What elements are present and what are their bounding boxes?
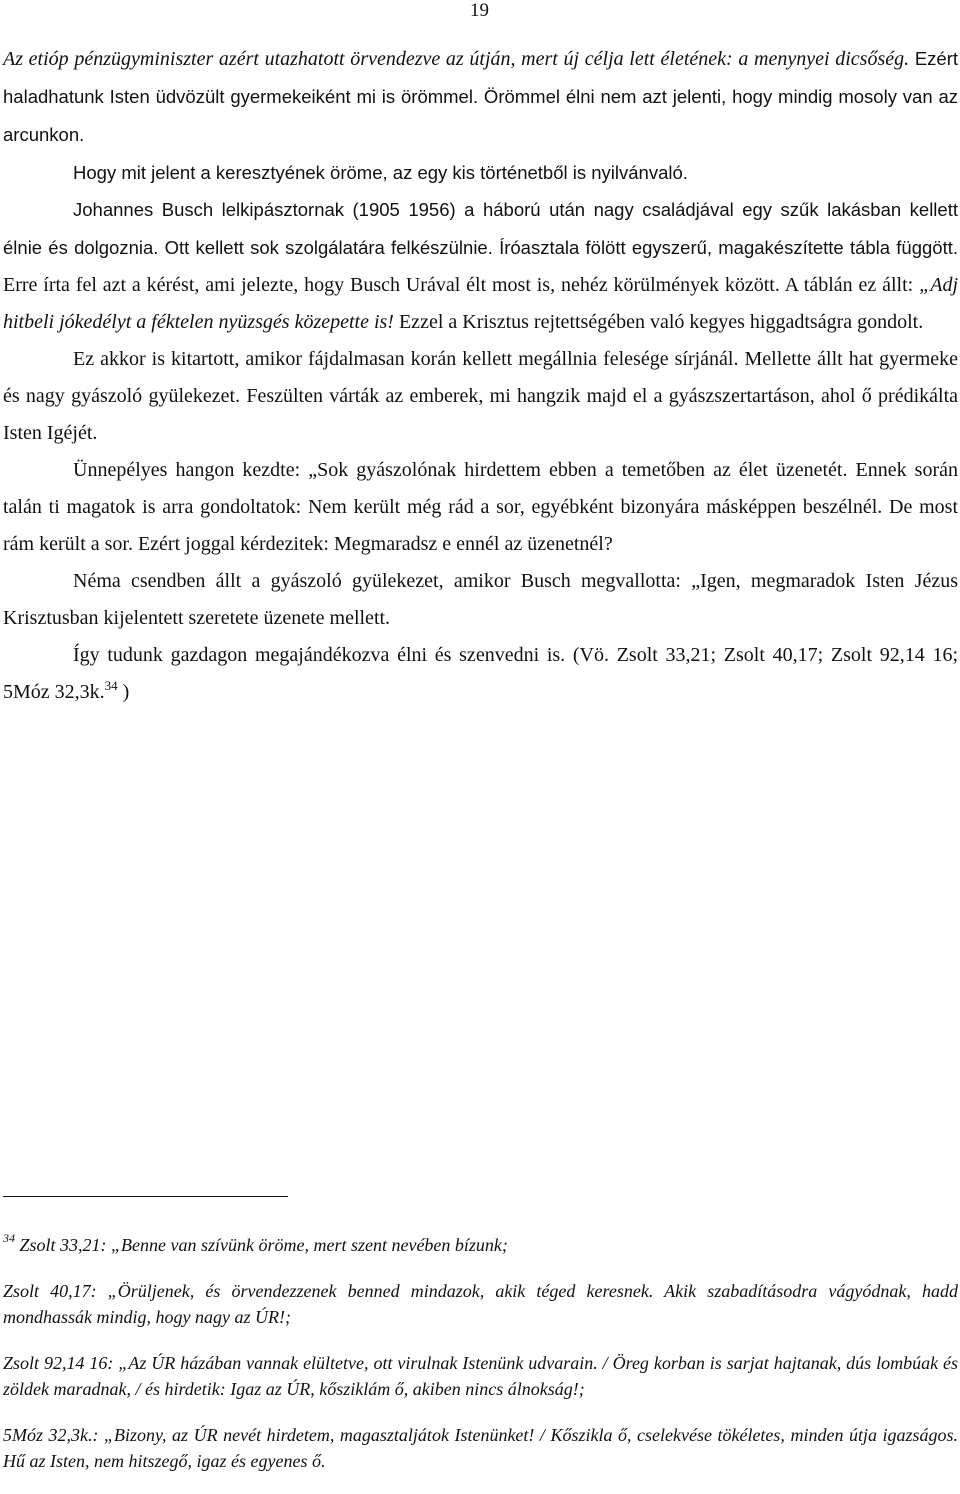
- footnote-psalm-40: Zsolt 40,17: „Örüljenek, és örvendezzenek benned mindazok, akik téged keresnek. Akik szabadításodra vágyódnak, hadd mondhassák mindig, hogy nagy az ÚR!;: [3, 1281, 958, 1327]
- paragraph-ethiopian: [3, 40, 958, 154]
- paragraph-conclusion-tail: ): [122, 681, 130, 703]
- footnote-separator: [3, 1196, 288, 1197]
- paragraph-busch-serif: Erre írta fel azt a kérést, ami jelezte, hogy Busch Urával élt most is, nehéz körülmények között. A táblán ez állt:: [3, 274, 914, 296]
- footnote-marker: 34: [3, 1231, 15, 1245]
- page-number: 19: [470, 0, 489, 21]
- footnote-reference[interactable]: 34: [104, 678, 118, 693]
- paragraph-ethiopian-italic: Az etióp pénzügyminiszter azért utazhatott örvendezve az útján, mert új célja lett életének: a menynyei dicsőség.: [3, 48, 910, 70]
- paragraph-confession: Néma csendben állt a gyászoló gyülekezet, amikor Busch megvallotta: „Igen, megmaradok Isten Jézus Krisztusban kijelentett szeretete üzenete mellett.: [3, 570, 958, 629]
- paragraph-story-intro: Hogy mit jelent a keresztyének öröme, az egy kis történetből is nyilvánvaló.: [73, 162, 688, 183]
- paragraph-sermon: Ünnepélyes hangon kezdte: „Sok gyászolónak hirdettem ebben a temetőben az élet üzenetét. Ennek során talán ti magatok is arra gondoltatok: Nem került még rád a sor, egyébként bizonyára másképpen beszélnél. De most rám került a sor. Ezért joggal kérdezitek: Megmaradsz e ennél az üzenetnél?: [3, 459, 958, 555]
- paragraph-busch-closing: Ezzel a Krisztus rejtettségében való kegyes higgadtságra gondolt.: [398, 311, 924, 333]
- footnote-deuteronomy-32: 5Móz 32,3k.: „Bizony, az ÚR nevét hirdetem, magasztaljátok Istenünket! / Kőszikla ő, cselekvése tökéletes, minden útja igazságos. Hű az Isten, nem hitszegő, igaz és egyenes ő.: [3, 1425, 958, 1471]
- footnote-psalm-92: Zsolt 92,14 16: „Az ÚR házában vannak elültetve, ott virulnak Istenünk udvarain. / Öreg korban is sarjat hajtanak, dús lombúak és zöldek maradnak, / és hirdetik: Igaz az ÚR, kősziklám ő, akiben nincs álnokság!;: [3, 1353, 958, 1399]
- paragraph-conclusion: [3, 637, 958, 711]
- tablet-quote: „Adj hitbeli jókedélyt a féktelen nyüzsgés közepette is!: [3, 274, 959, 333]
- footnote-psalm-33: [3, 1232, 958, 1258]
- footnotes: [3, 1232, 958, 1494]
- paragraph-funeral: Ez akkor is kitartott, amikor fájdalmasan korán kellett megállnia felesége sírjánál. Mellette állt hat gyermeke és nagy gyászoló gyülekezet. Feszülten várták az emberek, mi hangzik majd el a gyászszertartáson, ahol ő prédikálta Isten Igéjét.: [3, 348, 958, 444]
- paragraph-ethiopian-sans: Ezért haladhatunk Isten üdvözült gyermekeiként mi is örömmel. Örömmel élni nem azt jelenti, hogy mindig mosoly van az arcunkon.: [3, 48, 958, 145]
- paragraph-busch-sans: Johannes Busch lelkipásztornak (1905 1956) a háború után nagy családjával egy szűk lakásban kellett élnie és dolgoznia. Ott kellett sok szolgálatára felkészülnie. Íróasztala fölött egyszerű, magakészítette tábla függött.: [3, 199, 958, 258]
- paragraph-conclusion-text: Így tudunk gazdagon megajándékozva élni és szenvedni is. (Vö. Zsolt 33,21; Zsolt 40,17; Zsolt 92,14 16; 5Móz 32,3k.: [3, 644, 958, 703]
- paragraph-busch: [3, 191, 958, 341]
- footnote-psalm-33-text: Zsolt 33,21: „Benne van szívünk öröme, mert szent nevében bízunk;: [19, 1235, 508, 1255]
- body-text: [3, 40, 958, 711]
